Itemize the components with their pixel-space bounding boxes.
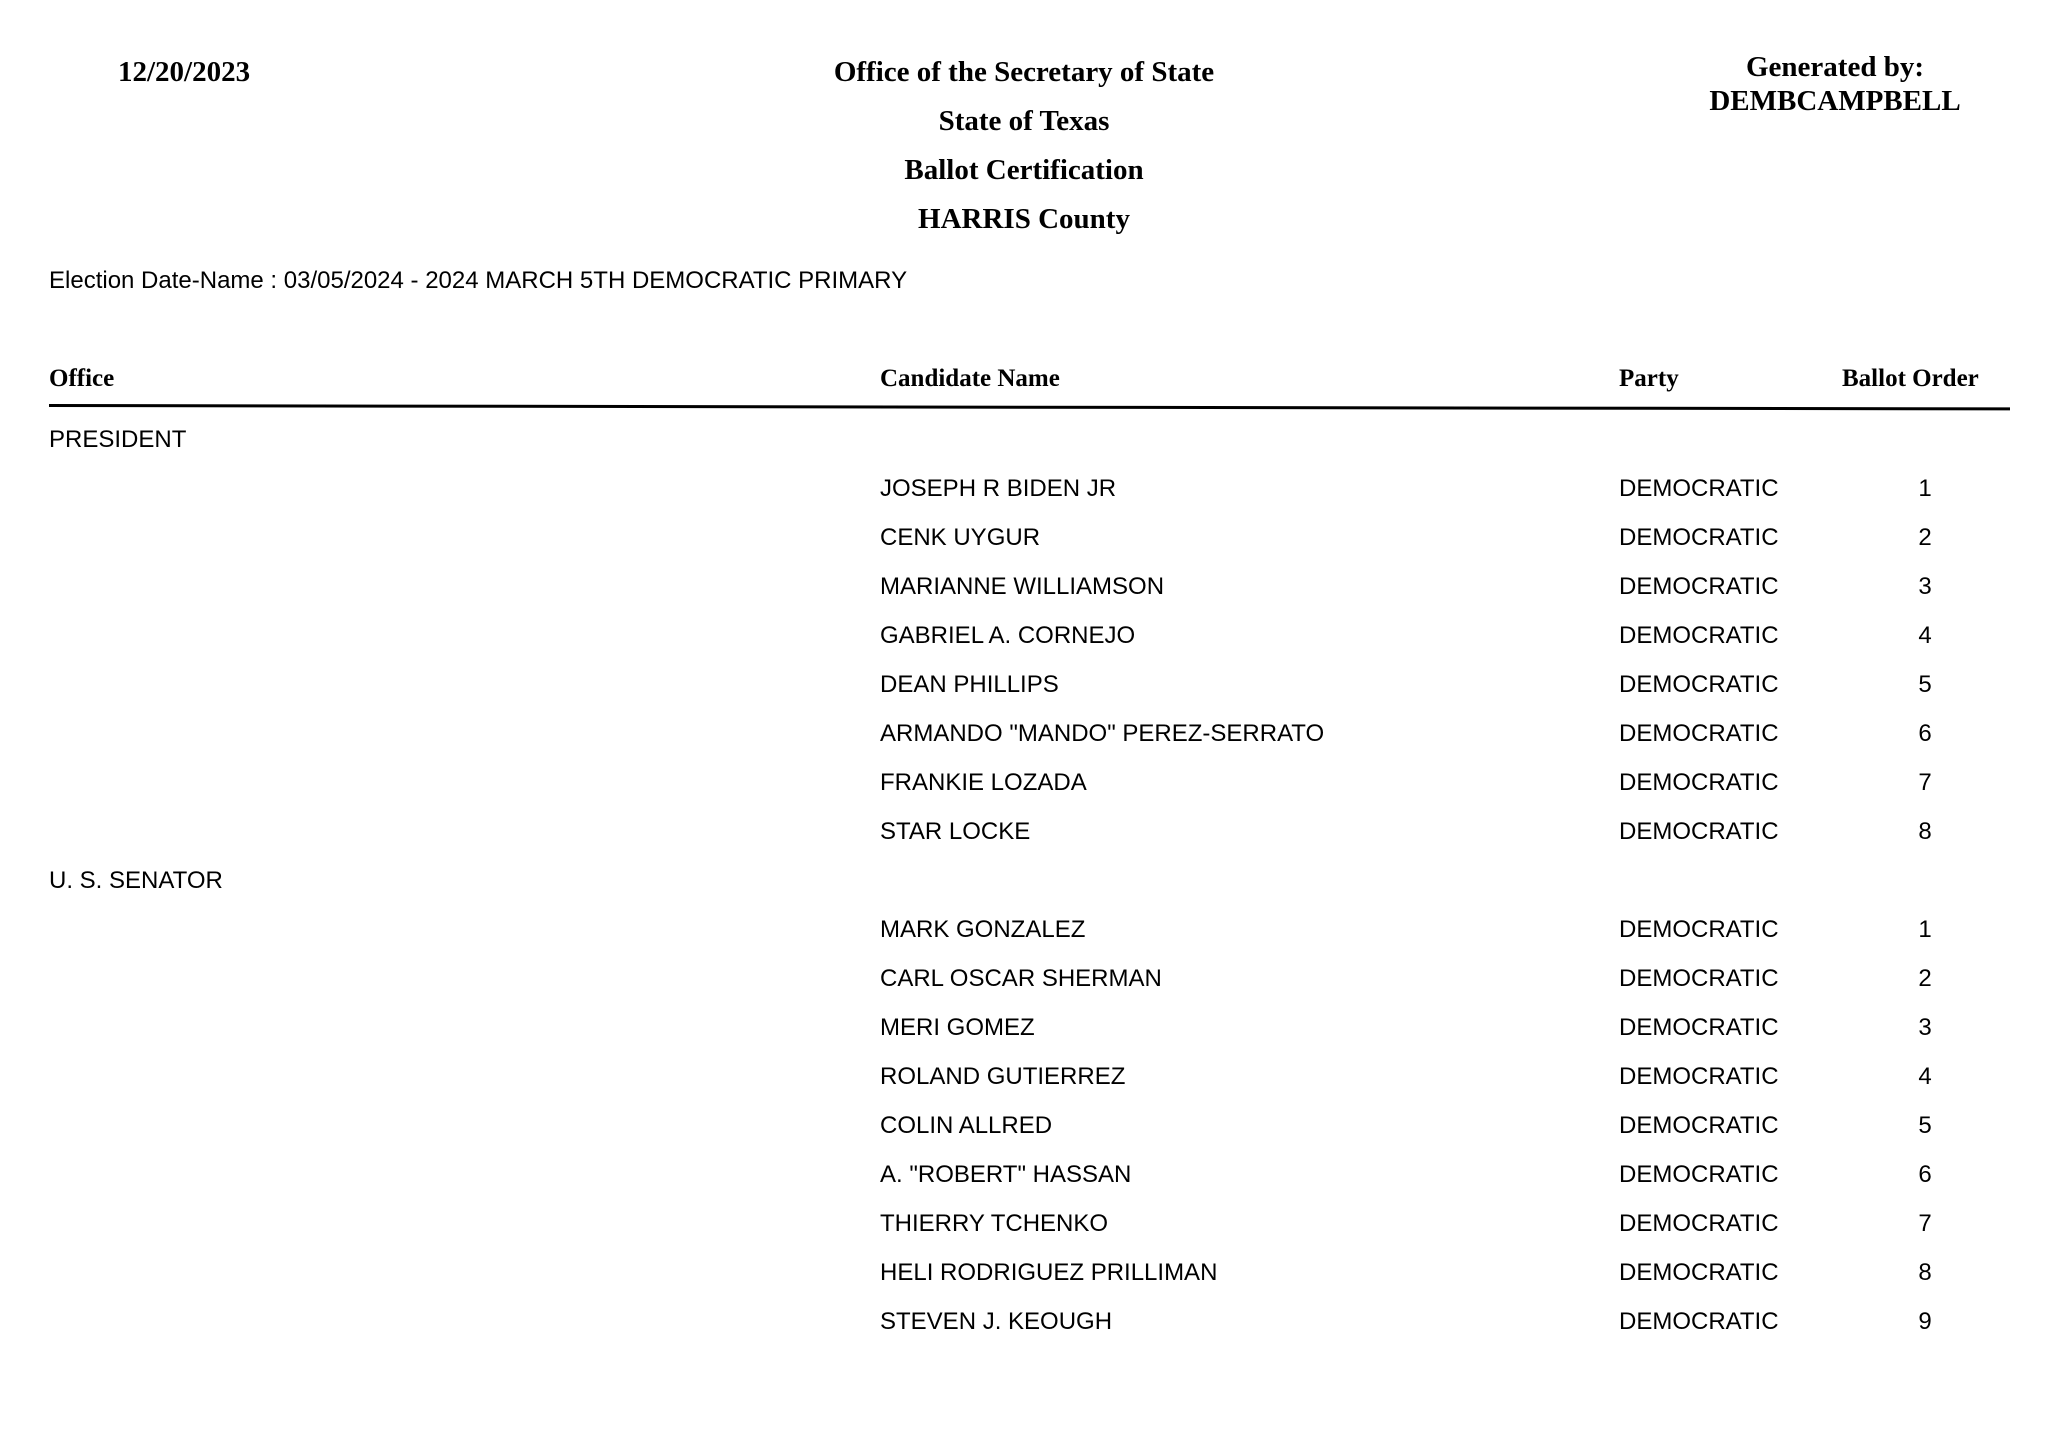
candidate-row <box>0 1053 2048 1102</box>
candidate-table <box>0 416 2048 1347</box>
ballot-order: 5 <box>1918 671 1932 698</box>
ballot-order: 2 <box>1918 965 1932 992</box>
candidate-row <box>0 514 2048 563</box>
candidate-row <box>0 563 2048 612</box>
candidate-name: GABRIEL A. CORNEJO <box>880 622 1136 649</box>
candidate-row <box>0 612 2048 661</box>
candidate-name: ARMANDO "MANDO" PEREZ-SERRATO <box>880 720 1325 747</box>
ballot-order: 7 <box>1918 769 1932 796</box>
column-header-candidate: Candidate Name <box>880 365 1060 392</box>
candidate-row <box>0 1249 2048 1298</box>
ballot-order: 7 <box>1918 1210 1932 1237</box>
title-county: HARRIS County <box>918 203 1130 235</box>
candidate-name: STEVEN J. KEOUGH <box>880 1308 1113 1335</box>
candidate-party: DEMOCRATIC <box>1619 1112 1779 1139</box>
candidate-name: FRANKIE LOZADA <box>880 769 1087 796</box>
generated-by-block <box>1660 50 2010 118</box>
office-name: PRESIDENT <box>49 426 187 453</box>
candidate-row <box>0 710 2048 759</box>
candidate-name: CENK UYGUR <box>880 524 1041 551</box>
ballot-order: 4 <box>1918 1063 1932 1090</box>
ballot-order: 5 <box>1918 1112 1932 1139</box>
candidate-name: CARL OSCAR SHERMAN <box>880 965 1162 992</box>
candidate-row <box>0 1004 2048 1053</box>
candidate-row <box>0 1151 2048 1200</box>
generated-by-label: Generated by: <box>1746 51 1924 83</box>
candidate-party: DEMOCRATIC <box>1619 1161 1779 1188</box>
title-state: State of Texas <box>938 105 1110 137</box>
candidate-name: MARK GONZALEZ <box>880 916 1086 943</box>
ballot-order: 3 <box>1918 573 1932 600</box>
report-date: 12/20/2023 <box>118 56 251 88</box>
candidate-name: THIERRY TCHENKO <box>880 1210 1109 1237</box>
title-report: Ballot Certification <box>904 154 1144 186</box>
ballot-order: 8 <box>1918 1259 1932 1286</box>
candidate-row <box>0 1102 2048 1151</box>
candidate-name: COLIN ALLRED <box>880 1112 1053 1139</box>
column-header-party: Party <box>1619 365 1679 392</box>
candidate-row <box>0 955 2048 1004</box>
ballot-order: 6 <box>1918 720 1932 747</box>
ballot-order: 3 <box>1918 1014 1932 1041</box>
ballot-order: 4 <box>1918 622 1932 649</box>
candidate-name: MERI GOMEZ <box>880 1014 1035 1041</box>
candidate-party: DEMOCRATIC <box>1619 965 1779 992</box>
office-row <box>0 416 2048 465</box>
candidate-name: STAR LOCKE <box>880 818 1031 845</box>
candidate-party: DEMOCRATIC <box>1619 524 1779 551</box>
candidate-row <box>0 906 2048 955</box>
candidate-name: ROLAND GUTIERREZ <box>880 1063 1126 1090</box>
candidate-party: DEMOCRATIC <box>1619 622 1779 649</box>
candidate-party: DEMOCRATIC <box>1619 1014 1779 1041</box>
office-name: U. S. SENATOR <box>49 867 223 894</box>
header-divider <box>49 404 2010 410</box>
candidate-name: JOSEPH R BIDEN JR <box>880 475 1117 502</box>
candidate-party: DEMOCRATIC <box>1619 1308 1779 1335</box>
candidate-name: DEAN PHILLIPS <box>880 671 1059 698</box>
candidate-row <box>0 1298 2048 1347</box>
candidate-party: DEMOCRATIC <box>1619 475 1779 502</box>
candidate-row <box>0 759 2048 808</box>
ballot-order: 6 <box>1918 1161 1932 1188</box>
candidate-party: DEMOCRATIC <box>1619 573 1779 600</box>
ballot-order: 8 <box>1918 818 1932 845</box>
ballot-order: 1 <box>1918 475 1932 502</box>
candidate-party: DEMOCRATIC <box>1619 720 1779 747</box>
column-header-ballot-order: Ballot Order <box>1842 365 1979 392</box>
election-date-name: Election Date-Name : 03/05/2024 - 2024 MARCH 5TH DEMOCRATIC PRIMARY <box>49 267 908 294</box>
candidate-party: DEMOCRATIC <box>1619 1259 1779 1286</box>
candidate-row <box>0 808 2048 857</box>
title-office: Office of the Secretary of State <box>833 56 1215 88</box>
ballot-order: 9 <box>1918 1308 1932 1335</box>
candidate-party: DEMOCRATIC <box>1619 1210 1779 1237</box>
candidate-party: DEMOCRATIC <box>1619 1063 1779 1090</box>
candidate-name: MARIANNE WILLIAMSON <box>880 573 1165 600</box>
candidate-name: A. "ROBERT" HASSAN <box>880 1161 1132 1188</box>
candidate-row <box>0 661 2048 710</box>
office-row <box>0 857 2048 906</box>
candidate-name: HELI RODRIGUEZ PRILLIMAN <box>880 1259 1218 1286</box>
candidate-row <box>0 465 2048 514</box>
candidate-party: DEMOCRATIC <box>1619 769 1779 796</box>
ballot-order: 2 <box>1918 524 1932 551</box>
ballot-order: 1 <box>1918 916 1932 943</box>
generated-by-user: DEMBCAMPBELL <box>1709 85 1961 117</box>
candidate-party: DEMOCRATIC <box>1619 916 1779 943</box>
candidate-party: DEMOCRATIC <box>1619 818 1779 845</box>
candidate-party: DEMOCRATIC <box>1619 671 1779 698</box>
candidate-row <box>0 1200 2048 1249</box>
column-header-office: Office <box>49 365 115 392</box>
